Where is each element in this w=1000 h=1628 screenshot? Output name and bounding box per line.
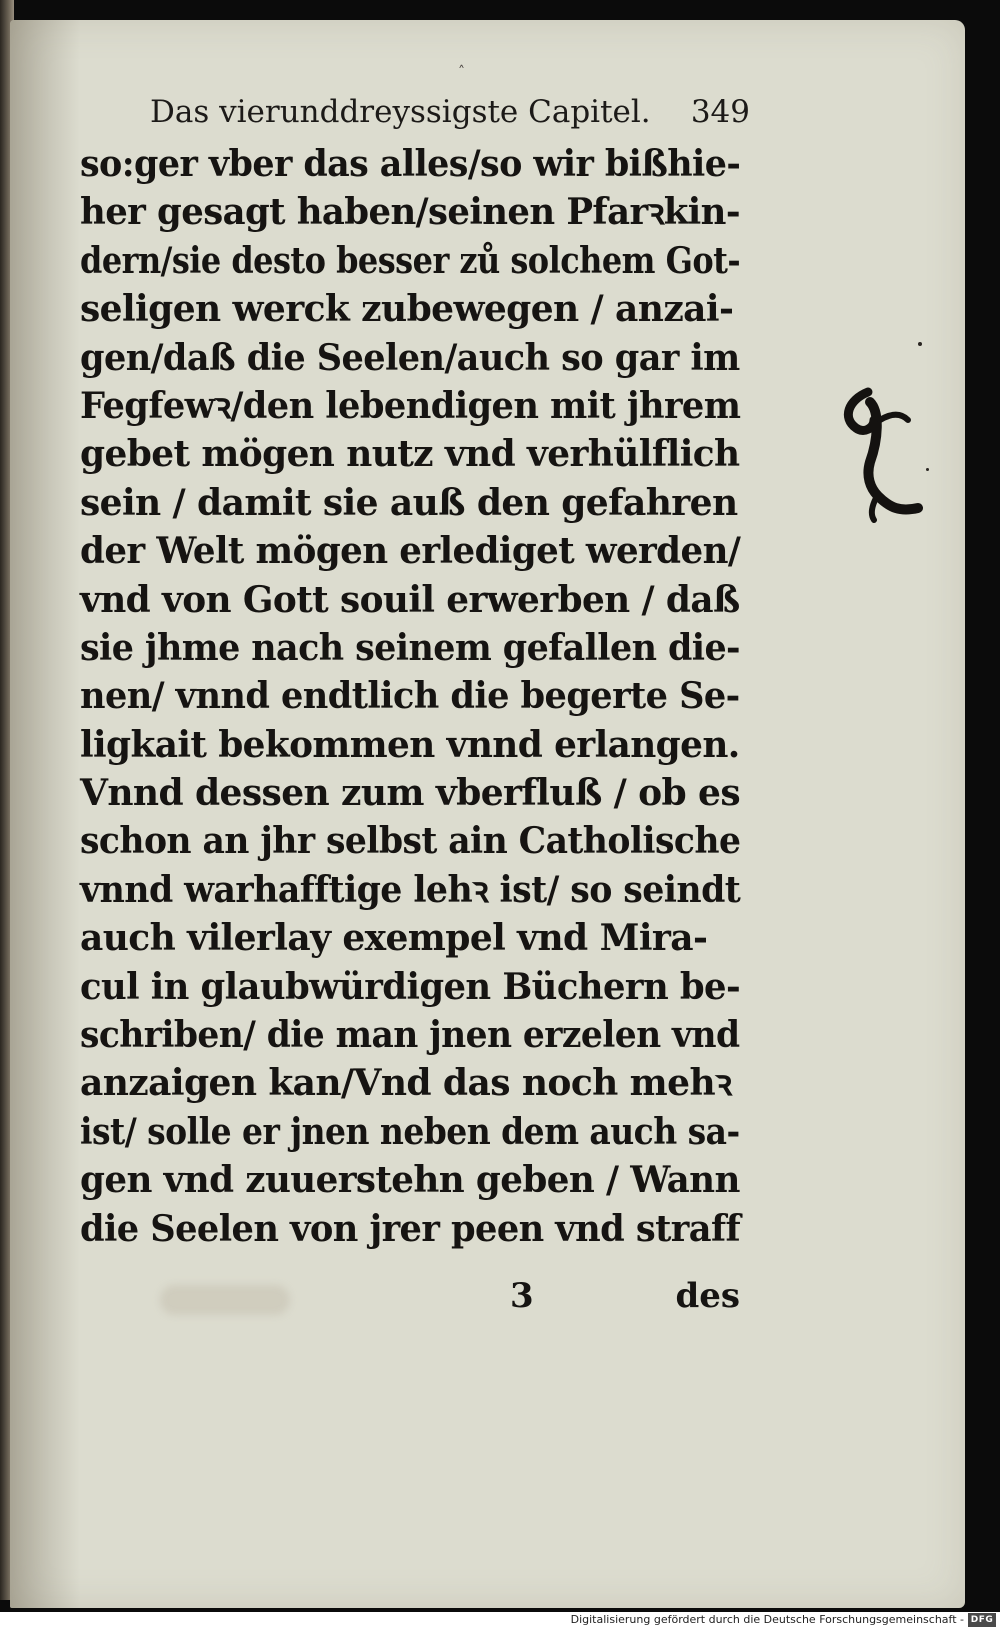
ink-dot [926, 468, 929, 471]
digitization-note: Digitalisierung gefördert durch die Deutsche Forschungsgemeinschaft - [570, 1613, 964, 1626]
text-line: ist/ solle er jnen neben dem auch sa- [80, 1110, 740, 1153]
text-line: Fegfewꝛ/den lebendigen mit jhrem [80, 384, 741, 427]
ink-dot [918, 342, 922, 346]
text-line: vnnd warhafftige lehꝛ ist/ so seindt [80, 868, 741, 911]
catchword: des [675, 1276, 740, 1316]
text-line: seligen werck zubewegen / anzai- [80, 288, 734, 331]
text-line: cul in glaubwürdigen Büchern be- [80, 965, 741, 1008]
page-header [150, 80, 750, 140]
running-head: Das vierunddreyssigste Capitel. [150, 94, 651, 130]
text-line: ligkait bekommen vnnd erlangen. [80, 723, 740, 766]
text-block [80, 140, 740, 1253]
text-line: sein / damit sie auß den gefahren [80, 481, 738, 524]
marginal-bracket-mark [840, 380, 950, 540]
text-line: auch vilerlay exempel vnd Mira- [80, 917, 708, 960]
text-line: gebet mögen nutz vnd verhülflich [80, 433, 740, 476]
text-line: gen/daß die Seelen/auch so gar im [80, 336, 740, 379]
text-line: die Seelen von jrer peen vnd straff [80, 1207, 741, 1250]
text-line: so:ger vber das alles/so wir bißhie- [80, 143, 741, 185]
text-line: dern/sie desto besser zů solchem Got- [80, 239, 741, 282]
text-line: vnd von Gott souil erwerben / daß [80, 578, 740, 621]
signature-mark: 3 [510, 1276, 534, 1316]
text-line: schriben/ die man jnen erzelen vnd [80, 1014, 740, 1057]
text-line: der Welt mögen erlediget werden/ [80, 530, 741, 573]
text-line: her gesagt haben/seinen Pfarꝛkin- [80, 191, 740, 234]
gutter-shadow [10, 20, 80, 1608]
digitization-bar [0, 1612, 1000, 1628]
page-footer [80, 1276, 740, 1326]
ink-speck-mark: ˄ [458, 64, 465, 80]
text-line: schon an jhr selbst ain Catholische [80, 820, 741, 863]
text-line: gen vnd zuuerstehn geben / Wann [80, 1159, 740, 1202]
text-line: nen/ vnnd endtlich die begerte Se- [80, 675, 740, 718]
text-line: Vnnd dessen zum vberfluß / ob es [80, 772, 741, 815]
text-line: sie jhme nach seinem gefallen die- [80, 626, 740, 669]
dfg-logo[interactable]: DFG [968, 1613, 996, 1627]
page-number: 349 [690, 94, 750, 130]
text-line: anzaigen kan/Vnd das noch mehꝛ [80, 1062, 732, 1105]
